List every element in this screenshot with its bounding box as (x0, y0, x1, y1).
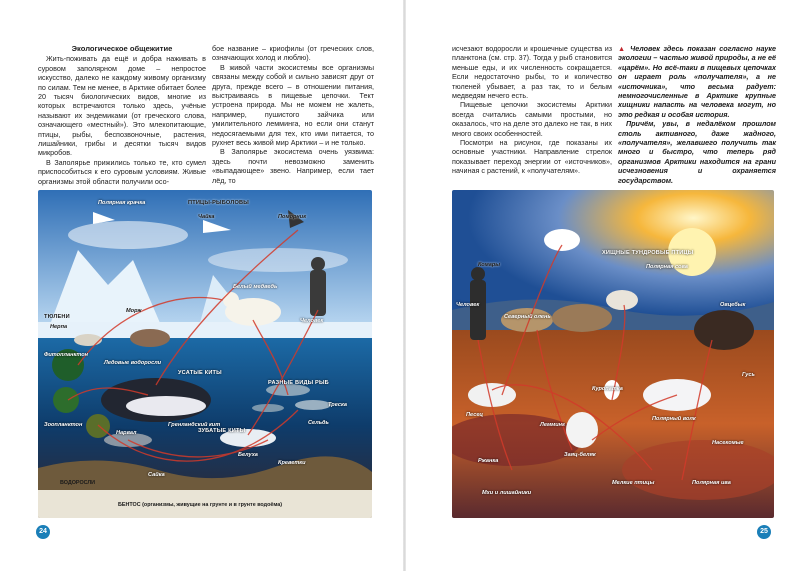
paragraph: Посмотри на рисунок, где показаны их основные участники. Направление стрелок показывает переход энергии от «источников», начиная с растений, к «получателям». (452, 138, 612, 176)
tundra-scene (452, 190, 774, 518)
label-moss: Мхи и лишайники (482, 490, 532, 496)
label-seaweed: ВОДОРОСЛИ (60, 480, 96, 486)
page-gutter (403, 0, 406, 571)
warning-text: Человек здесь показан согласно науке экологии – частью живой природы, а не её «царём». Но всё-таки в пищевых цепочках он играет роль «получателя», а не «источника», что весьма радует: немногочисленные в Арктике крупные хищники напасть на человека могут, но это редкая и особая история. (618, 44, 776, 119)
right-column-1 (452, 44, 612, 176)
section-heading: Экологическое общежитие (71, 44, 173, 53)
label-musk-ox: Овцебык (720, 302, 746, 308)
paragraph: бое название – криофилы (от греческих слов, означающих холод и люблю). (212, 44, 374, 63)
right-column-2 (618, 44, 776, 185)
label-benthos: БЕНТОС (организмы, живущие на грунте и в грунте водоёма) (118, 502, 283, 508)
label-baleen-whales: УСАТЫЕ КИТЫ (178, 370, 222, 376)
label-human: Человек (300, 318, 324, 324)
label-skua: Поморник (278, 214, 307, 220)
label-fish-kinds: РАЗНЫЕ ВИДЫ РЫБ (268, 380, 329, 386)
paragraph: В живой части экосистемы все организмы связаны между собой и сильно зависят друг от друга, прежде всего – в отношении питания, выстраиваясь в пищевые цепочки. Тект устроена природа. Мы не можем не жалеть, например, пушистого зайчика или умилительного лемминга, но если они станут недосягаемыми для тех, кто ими питается, то рухнет весь живой мир Арктики – и не только. (212, 62, 374, 148)
label-snowy-owl: Полярная сова (646, 264, 688, 270)
label-partridge: Куропатка (592, 386, 623, 392)
label-insects: Насекомые (712, 440, 744, 446)
label-shrimp: Креветки (278, 460, 306, 466)
paragraph: Пищевые цепочки экосистемы Арктики всегда считались самыми простыми, но оказалось, что на деле это далеко не так, в них много своих особенностей. (452, 100, 612, 138)
label-herring: Сельдь (308, 420, 329, 426)
left-column-2 (212, 44, 374, 185)
label-mosquito: Комары (478, 262, 501, 268)
page-number-left: 24 (36, 525, 50, 539)
label-greenland-whale: Гренландский кит (168, 422, 221, 428)
label-toothed-whales: ЗУБАТЫЕ КИТЫ (198, 428, 246, 434)
label-beluga: Белуха (238, 452, 258, 458)
page-number-right: 25 (757, 525, 771, 539)
label-lemming: Лемминг (540, 422, 566, 428)
marine-food-web-illustration (38, 190, 372, 518)
label-walrus: Морж (126, 308, 142, 314)
label-shrub: Полярная ива (692, 480, 731, 486)
warning-icon: ▲ (618, 44, 631, 53)
label-ice-algae: Ледовые водоросли (104, 360, 162, 366)
label-polar-bear: Белый медведь (233, 284, 278, 290)
label-wolf: Полярный волк (652, 416, 696, 422)
label-polar-tern: Полярная крачка (98, 200, 146, 206)
label-gull: Чайка (198, 214, 215, 220)
left-column-1 (38, 44, 206, 186)
paragraph: исчезают водоросли и крошечные существа из планктона (см. стр. 37). Тогда у рыб становится меньше еды, и их численность сокращается. Если недостаточно рыбы, то и количество тюленей убывает, а раз так, то и белым медведям нечего есть. (452, 44, 612, 101)
label-arctic-fox: Песец (466, 412, 484, 418)
paragraph: В Заполярье экосистема очень уязвима: здесь почти невозможно заменить «выпадающее» звено. Например, если тает лёд, то (212, 147, 374, 185)
warning-paragraph (618, 44, 776, 119)
label-zooplankton: Зоопланктон (44, 422, 83, 428)
label-nerpa: Нерпа (50, 324, 68, 330)
label-reindeer: Северный олень (504, 314, 551, 320)
label-human: Человек (456, 302, 480, 308)
label-hunting-birds: ХИЩНЫЕ ТУНДРОВЫЕ ПТИЦЫ (602, 250, 694, 256)
label-hare: Заяц-беляк (564, 452, 596, 458)
marine-scene (38, 190, 372, 518)
label-small-birds: Мелкие птицы (612, 480, 655, 486)
label-salmon: Треска (328, 402, 347, 408)
label-phytoplankton: Фитопланктон (44, 352, 89, 358)
paragraph: Причём, увы, в недалёком прошлом столь активного, даже жадного, «получателя», желавшего получить так много и быстро, что теперь ряд организмов Арктики находится на грани исчезновения и охраняется государством. (618, 119, 776, 185)
label-narwhal: Нарвал (116, 430, 137, 436)
label-seabirds: ПТИЦЫ-РЫБОЛОВЫ (188, 200, 249, 206)
label-cod: Сайка (148, 472, 165, 478)
paragraph: В Заполярье прижились только те, кто сумел приспособиться к его суровым условиям. Живые организмы этой области получили осо- (38, 157, 206, 186)
paragraph: Жить-поживать да ещё и добра наживать в суровом заполярном доме – непростое искусство, далеко не каждому живому организму по силам. Тем не менее, в Арктике обитает более 20 тысяч биологических видов, многие из которых встречаются только здесь, учёные называют их эндемиками (от греческого слова, означающего «местный»). Это млекопитающие, птицы, рыбы, беспозвоночные, растения, лишайники, грибы и десятки тысяч видов микробов. (38, 54, 206, 158)
label-goose: Гусь (742, 372, 755, 378)
tundra-food-web-illustration (452, 190, 774, 518)
label-plover: Ржанка (478, 458, 499, 464)
label-seals: ТЮЛЕНИ (44, 314, 70, 320)
